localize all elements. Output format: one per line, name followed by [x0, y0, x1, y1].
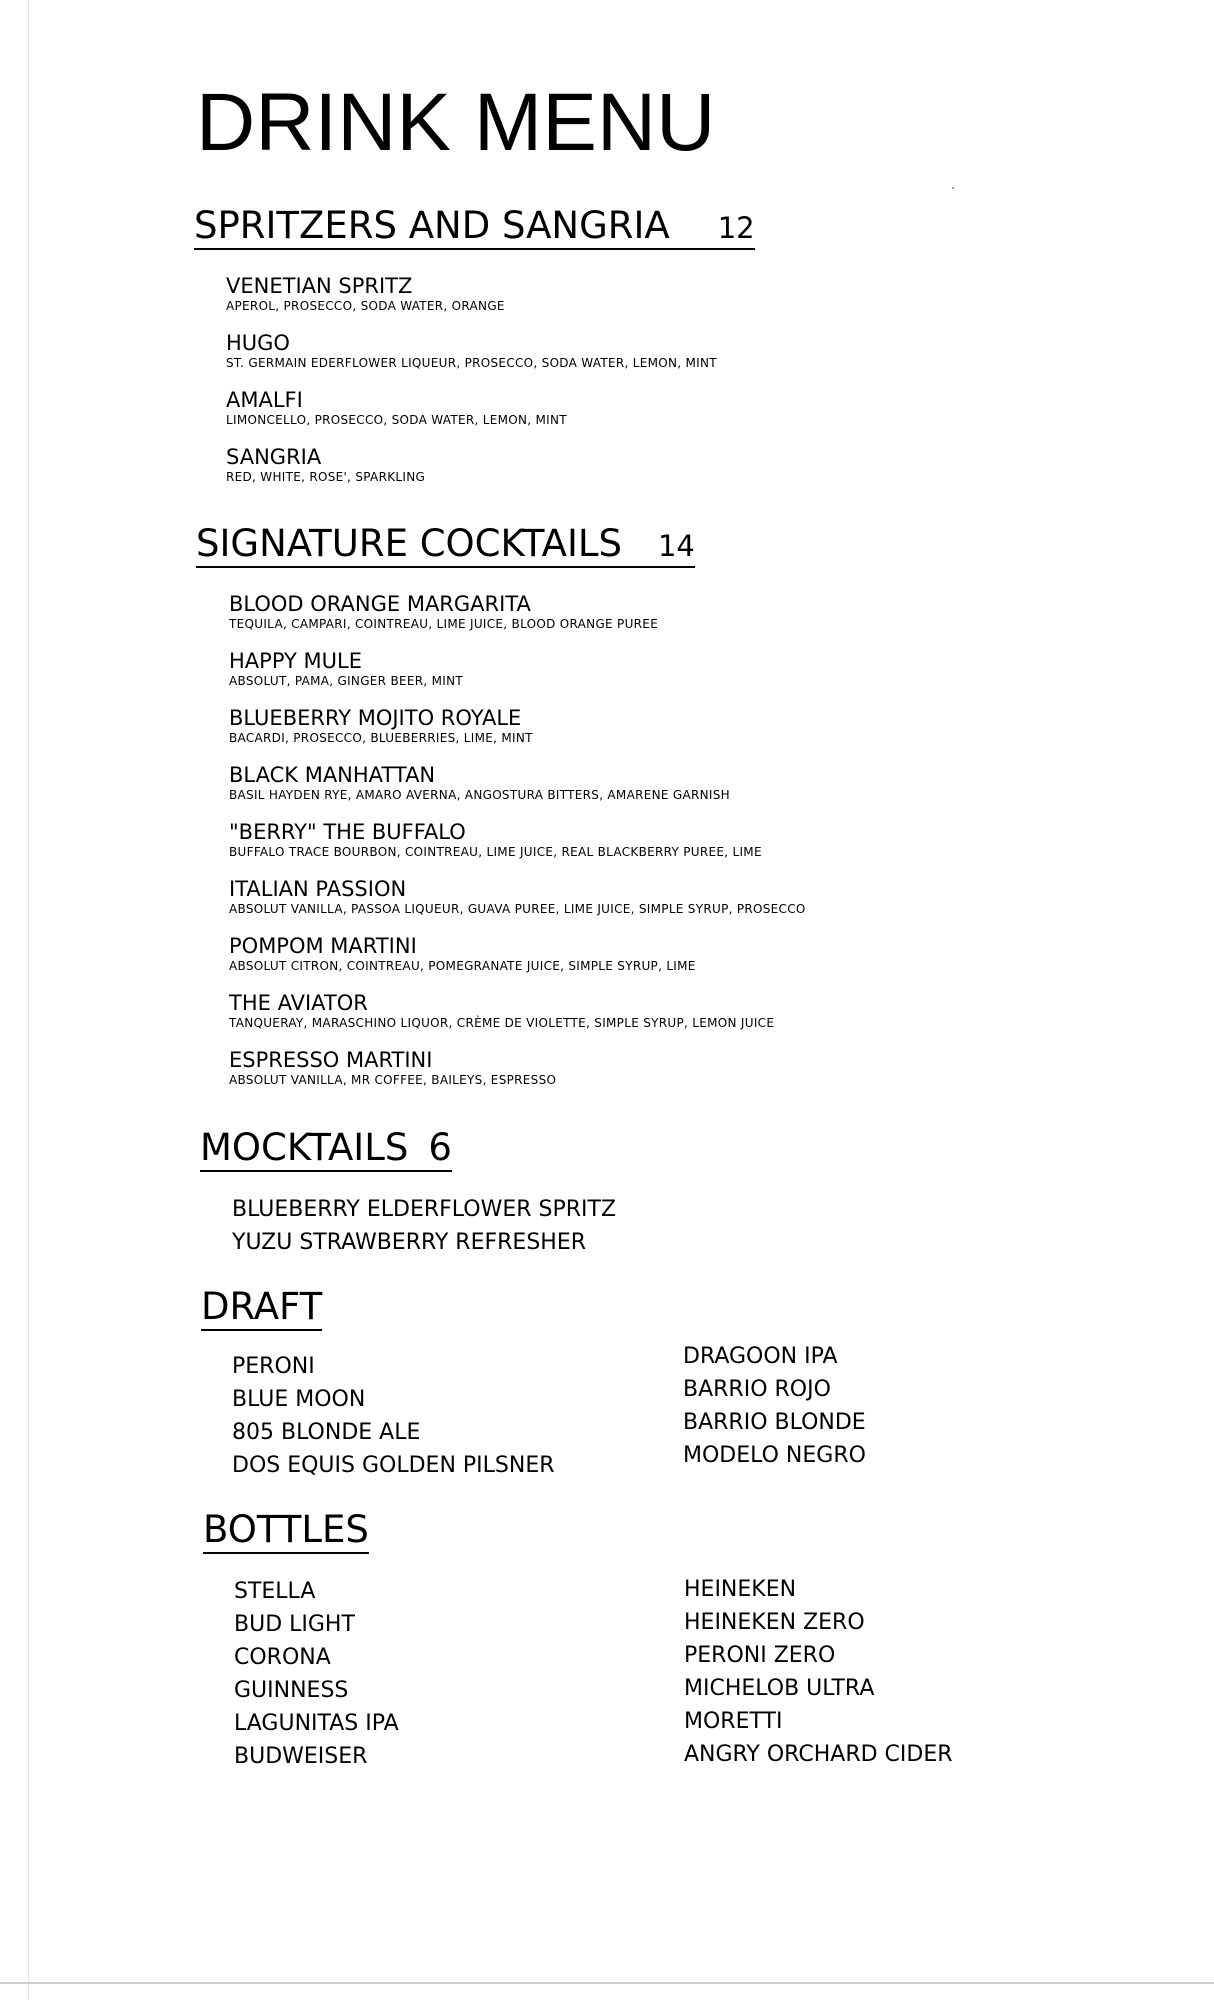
list-item: LAGUNITAS IPA [234, 1711, 399, 1736]
section-price: 12 [717, 211, 755, 245]
list-item: BUDWEISER [234, 1744, 368, 1769]
list-item [229, 991, 806, 1048]
item-description: ABSOLUT VANILLA, PASSOA LIQUEUR, GUAVA PUREE, LIME JUICE, SIMPLE SYRUP, PROSECCO [229, 902, 806, 917]
item-name: AMALFI [226, 388, 303, 412]
page-title: DRINK MENU [196, 77, 716, 168]
list-item [229, 934, 806, 991]
section-heading-spritzers [194, 206, 755, 250]
section-price: 14 [657, 529, 695, 563]
section-title: MOCKTAILS [200, 1126, 409, 1169]
section-spritzers [194, 206, 755, 250]
item-name: HAPPY MULE [229, 649, 362, 673]
list-item: DOS EQUIS GOLDEN PILSNER [232, 1453, 555, 1478]
section-mocktails [200, 1128, 452, 1172]
list-item: MODELO NEGRO [683, 1443, 866, 1468]
list-item [229, 877, 806, 934]
list-item [226, 388, 717, 445]
item-name: VENETIAN SPRITZ [226, 274, 413, 298]
list-item: GUINNESS [234, 1678, 349, 1703]
list-item: BARRIO ROJO [683, 1377, 831, 1402]
list-item: ANGRY ORCHARD CIDER [684, 1742, 953, 1767]
section-heading-bottles: BOTTLES [203, 1510, 369, 1554]
list-item [229, 649, 806, 706]
draft-list-left [232, 1350, 555, 1482]
item-description: APEROL, PROSECCO, SODA WATER, ORANGE [226, 299, 505, 314]
item-name: ITALIAN PASSION [229, 877, 407, 901]
item-description: BUFFALO TRACE BOURBON, COINTREAU, LIME JUICE, REAL BLACKBERRY PUREE, LIME [229, 845, 762, 860]
item-name: "BERRY" THE BUFFALO [229, 820, 466, 844]
list-item [229, 706, 806, 763]
item-description: TANQUERAY, MARASCHINO LIQUOR, CRÈME DE VIOLETTE, SIMPLE SYRUP, LEMON JUICE [229, 1016, 775, 1031]
list-item: MORETTI [684, 1709, 783, 1734]
signature-list [229, 592, 806, 1105]
item-name: BLACK MANHATTAN [229, 763, 436, 787]
scan-edge-bottom [0, 1982, 1214, 1984]
scan-edge-left [28, 0, 29, 2000]
bottles-list-right [684, 1573, 953, 1771]
list-item: 805 BLONDE ALE [232, 1420, 421, 1445]
item-name: BLUEBERRY MOJITO ROYALE [229, 706, 522, 730]
list-item: BLUEBERRY ELDERFLOWER SPRITZ [232, 1197, 617, 1222]
list-item: PERONI [232, 1354, 315, 1379]
list-item: HEINEKEN ZERO [684, 1610, 865, 1635]
item-name: BLOOD ORANGE MARGARITA [229, 592, 531, 616]
item-name: HUGO [226, 331, 290, 355]
section-signature [196, 524, 695, 568]
item-description: BASIL HAYDEN RYE, AMARO AVERNA, ANGOSTURA BITTERS, AMARENE GARNISH [229, 788, 730, 803]
item-description: BACARDI, PROSECCO, BLUEBERRIES, LIME, MINT [229, 731, 533, 746]
list-item [229, 592, 806, 649]
list-item [229, 763, 806, 820]
list-item: HEINEKEN [684, 1577, 797, 1602]
item-description: ST. GERMAIN EDERFLOWER LIQUEUR, PROSECCO, SODA WATER, LEMON, MINT [226, 356, 717, 371]
spritzers-list [226, 274, 717, 502]
list-item: PERONI ZERO [684, 1643, 836, 1668]
item-description: TEQUILA, CAMPARI, COINTREAU, LIME JUICE, BLOOD ORANGE PUREE [229, 617, 659, 632]
list-item [226, 445, 717, 502]
section-bottles [203, 1510, 369, 1554]
bottles-list-left [234, 1575, 399, 1773]
list-item: CORONA [234, 1645, 331, 1670]
list-item [226, 274, 717, 331]
section-heading-draft: DRAFT [201, 1287, 322, 1331]
list-item: BARRIO BLONDE [683, 1410, 866, 1435]
section-draft [201, 1287, 322, 1331]
list-item [229, 1048, 806, 1105]
list-item: DRAGOON IPA [683, 1344, 838, 1369]
item-name: SANGRIA [226, 445, 322, 469]
scan-speck [952, 187, 954, 189]
item-name: POMPOM MARTINI [229, 934, 417, 958]
item-description: ABSOLUT, PAMA, GINGER BEER, MINT [229, 674, 464, 689]
list-item: MICHELOB ULTRA [684, 1676, 875, 1701]
draft-list-right [683, 1340, 866, 1472]
item-name: ESPRESSO MARTINI [229, 1048, 433, 1072]
section-heading-signature [196, 524, 695, 568]
item-description: ABSOLUT CITRON, COINTREAU, POMEGRANATE JUICE, SIMPLE SYRUP, LIME [229, 959, 696, 974]
mocktails-list [232, 1193, 616, 1259]
list-item: YUZU STRAWBERRY REFRESHER [232, 1230, 587, 1255]
item-name: THE AVIATOR [229, 991, 368, 1015]
item-description: ABSOLUT VANILLA, MR COFFEE, BAILEYS, ESPRESSO [229, 1073, 557, 1088]
item-description: RED, WHITE, ROSE', SPARKLING [226, 470, 426, 485]
list-item: STELLA [234, 1579, 316, 1604]
section-heading-mocktails [200, 1128, 452, 1172]
list-item: BLUE MOON [232, 1387, 366, 1412]
list-item: BUD LIGHT [234, 1612, 355, 1637]
section-title: SPRITZERS AND SANGRIA [194, 204, 670, 247]
list-item [229, 820, 806, 877]
item-description: LIMONCELLO, PROSECCO, SODA WATER, LEMON, MINT [226, 413, 567, 428]
section-price: 6 [428, 1126, 452, 1169]
list-item [226, 331, 717, 388]
section-title: SIGNATURE COCKTAILS [196, 522, 622, 565]
